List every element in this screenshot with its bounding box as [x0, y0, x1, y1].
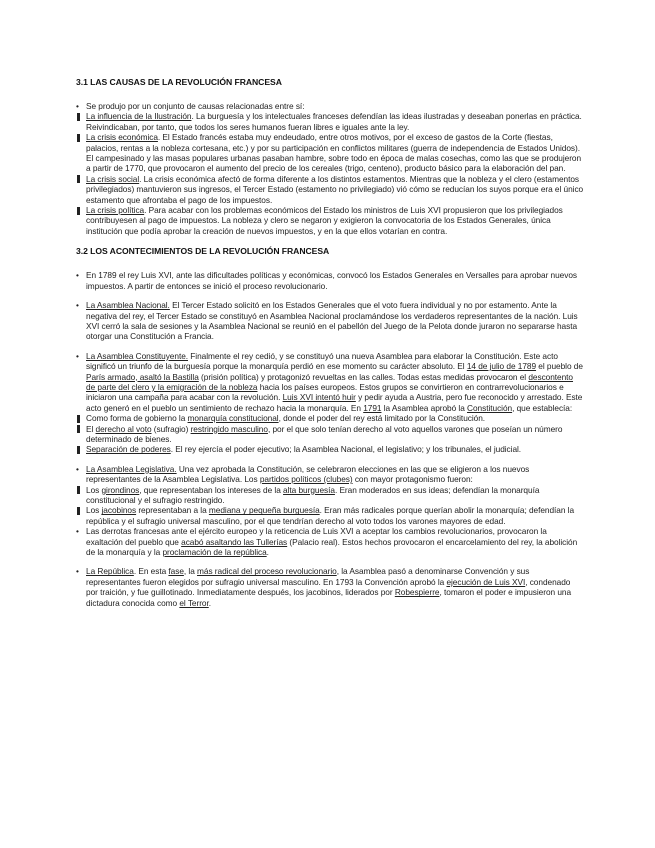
year-1791: 1791 — [363, 402, 382, 413]
item-text: Las derrotas francesas ante el ejército europeo y la reticencia de Luis XVI a aceptar los cambios revolucionarios, provocaron la exaltación del pueblo que — [86, 526, 547, 547]
item-text: representaban a la — [136, 505, 209, 516]
date-1789: 14 de julio de 1789 — [466, 361, 537, 372]
document-body — [76, 77, 584, 608]
cause-crisis-social — [76, 174, 584, 205]
phase-text: , tomaron el poder e impusieron una dictadura conocida como — [86, 587, 572, 608]
item-underlined: Robespierre — [394, 587, 440, 598]
phase-text: y pedir ayuda a Austria, pero fue reconocido y arrestado. Este acto generó en el pueblo un sentimiento de rechazo hacia la monarquía. En — [86, 392, 583, 413]
section-2-title: 3.2 LOS ACONTECIMIENTOS DE LA REVOLUCIÓN FRANCESA — [76, 246, 330, 257]
cause-text: . La burguesía y los intelectuales franceses defendían las ideas ilustradas y deseaban ponerlas en práctica. Reivindicaban, por tanto, que todos los seres humanos fueran libres e iguales ante la ley. — [86, 111, 582, 132]
asamblea-legislativa — [76, 464, 584, 485]
asamblea-constituyente — [76, 351, 584, 413]
item-underlined: girondinos — [101, 484, 140, 495]
phase-text: la Asamblea aprobó la — [381, 402, 468, 413]
item-text: . Eran más radicales porque querían abolir la monarquía; defendían la república y el sufragio universal masculino, por el que tendrían derecho al voto todos los varones mayores de edad. — [86, 505, 575, 526]
phase-label: La Asamblea Constituyente. — [86, 350, 189, 361]
item-text: Los — [86, 505, 102, 516]
item-text: (Palacio real). Estos hechos provocaron el encarcelamiento del rey, la abolición de la monarquía y la — [86, 536, 578, 558]
item-underlined: derecho al voto — [95, 423, 152, 434]
phase-text: , que establecía: — [512, 402, 573, 413]
item-underlined: mediana y pequeña burguesía — [208, 505, 320, 516]
cause-crisis-politica — [76, 205, 584, 236]
item-underlined: monarquía constitucional — [187, 413, 279, 424]
phase-label: La República — [86, 566, 134, 577]
item-underlined: restringido masculino — [190, 423, 268, 434]
phase-text: Finalmente el rey cedió, y se constituyó una nueva Asamblea para elaborar la Constitución. Este acto significó un triunfo de la burguesía porque la monarquía perdió en ese momento su carácter absoluto. El — [86, 350, 558, 372]
derrotas-item — [76, 526, 584, 557]
item-underlined: el Terror — [179, 597, 209, 608]
phase-text: el pueblo de — [536, 361, 583, 372]
phase-label: La Asamblea Nacional. — [86, 300, 170, 311]
item-underlined: Separación de poderes — [86, 444, 171, 455]
constitucion-text: Constitución — [467, 402, 513, 413]
cause-label: La crisis social — [86, 173, 140, 184]
phase-text: . En esta — [133, 566, 169, 577]
item-text: , que representaban los intereses de la — [139, 484, 284, 495]
item-underlined: fase — [168, 566, 184, 577]
item-text: . El rey ejercía el poder ejecutivo; la Asamblea Nacional, el legislativo; y los tribunales, el judicial. — [170, 444, 522, 455]
item-underlined: acabó asaltando las Tullerías — [181, 536, 288, 547]
item-text: , por el que solo tenían derecho al voto aquellos varones que poseían un número determinado de bienes. — [86, 423, 563, 444]
item-underlined: proclamación de la república — [162, 547, 267, 558]
phase-text: hacia los países europeos. Estos grupos se convirtieron en contrarrevolucionarios e iniciaron una campaña para acabar con la revolución. — [86, 381, 564, 403]
constitucion-item-poderes — [76, 444, 584, 454]
constitucion-item-voto — [76, 424, 584, 445]
item-text: Los — [86, 484, 102, 495]
item-text: El — [86, 423, 96, 434]
item-underlined: más radical del proceso revolucionario — [197, 566, 337, 577]
cause-label: La crisis económica — [86, 132, 158, 143]
item-text: . — [266, 547, 269, 558]
phase-text: , la — [183, 566, 198, 577]
girondinos-item — [76, 485, 584, 506]
phase-text: con mayor protagonismo fueron: — [352, 474, 473, 485]
cause-ilustracion — [76, 111, 584, 132]
constitucion-item-monarquia — [76, 413, 584, 423]
item-text: Como forma de gobierno la — [86, 413, 188, 424]
item-text: , donde el poder del rey está limitado por la Constitución. — [278, 413, 486, 424]
item-text: (sufragio) — [151, 423, 191, 434]
section-1-intro: • Se produjo por un conjunto de causas relacionadas entre sí: — [76, 101, 584, 111]
cause-label: La crisis política — [86, 205, 145, 216]
republica — [76, 566, 584, 608]
phase-text: Una vez aprobada la Constitución, se celebraron elecciones en las que se eligieron a los nuevos representantes de la Asamblea Legislativa. Los — [86, 463, 530, 485]
item-underlined: jacobinos — [101, 505, 137, 516]
bastilla-text: París armado, asaltó la Bastilla — [86, 371, 199, 382]
cause-text: . La crisis económica afectó de forma diferente a los distintos estamentos. Mientras que la nobleza y el clero (estamentos privilegiados) mantuvieron sus ingresos, el Tercer Estado (estamento no privilegiado) vió cómo se reducían los suyos porque era el único estamento que afrontaba el pago de los impuestos. — [86, 173, 584, 205]
phase-text: (prisión política) y protagonizó revueltas en las calles. Todas estas medidas provocaron el — [198, 371, 529, 382]
phase-text: , condenado por traición, y fue guillotinado. Inmediatamente después, los jacobinos, liderados por — [86, 576, 571, 598]
section-2-intro: • En 1789 el rey Luis XVI, ante las dificultades políticas y económicas, convocó los Estados Generales en Versalles para aprobar nuevos impuestos. A partir de entonces se inició el proceso revolucionario. — [76, 270, 584, 291]
phase-text: . — [208, 597, 211, 608]
huida-text: Luis XVI intentó huir — [282, 392, 356, 403]
descontento-text: descontento de parte del clero y la emigración de la nobleza — [86, 371, 574, 392]
phase-text: El Tercer Estado solicitó en los Estados Generales que el voto fuera individual y no por estamento. Ante la negativa del rey, el Tercer Estado se constituyó en Asamblea Nacional proclamándose los verdaderos representantes de la nación. Luis XVI cerró la sala de sesiones y la Asamblea Nacional se reunió en el pabellón del Juego de la Pelota donde juraron no separarse hasta otorgar una Constitución a Francia. — [86, 300, 578, 342]
item-text: . Eran moderados en sus ideas; defendían la monarquía constitucional y el sufragio restringido. — [86, 484, 540, 505]
jacobinos-item — [76, 505, 584, 526]
phase-label: La Asamblea Legislativa. — [86, 463, 177, 474]
cause-text: . Para acabar con los problemas económicos del Estado los ministros de Luis XVI propusieron que los privilegiados contribuyesen al pago de impuestos. La nobleza y clero se negaron y exigieron la convocatoria de los Estados Generales, única institución que podía aprobar la creación de nuevos impuestos, y en la que ellos votarían en contra. — [86, 205, 563, 236]
phase-text: , la Asamblea pasó a denominarse Convención y sus representantes fueron elegidos por sufragio universal masculino. En 1793 la Convención aprobó la — [86, 566, 530, 587]
partidos-text: partidos políticos (clubes) — [259, 474, 353, 485]
section-1-title: 3.1 LAS CAUSAS DE LA REVOLUCIÓN FRANCESA — [76, 77, 282, 87]
cause-crisis-economica — [76, 132, 584, 174]
item-underlined: ejecución de Luis XVI — [446, 576, 526, 587]
cause-text: . El Estado francés estaba muy endeudado, entre otros motivos, por el exceso de gastos de la Corte (fiestas, palacios, rentas a la nobleza cortesana, etc.) y por su participación en conflictos militares (guerra de independencia de Estados Unidos). El campesinado y las masas populares urbanas pasaban hambre, sobre todo en época de malas cosechas, como las que se produjeron a partir de 1770, que provocaron el aumento del precio de los cereales (trigo, centeno), producto básico para la elaboración del pan. — [86, 132, 582, 174]
cause-label: La influencia de la Ilustración — [86, 111, 192, 122]
item-underlined: alta burguesía — [283, 484, 335, 495]
asamblea-nacional — [76, 300, 584, 342]
